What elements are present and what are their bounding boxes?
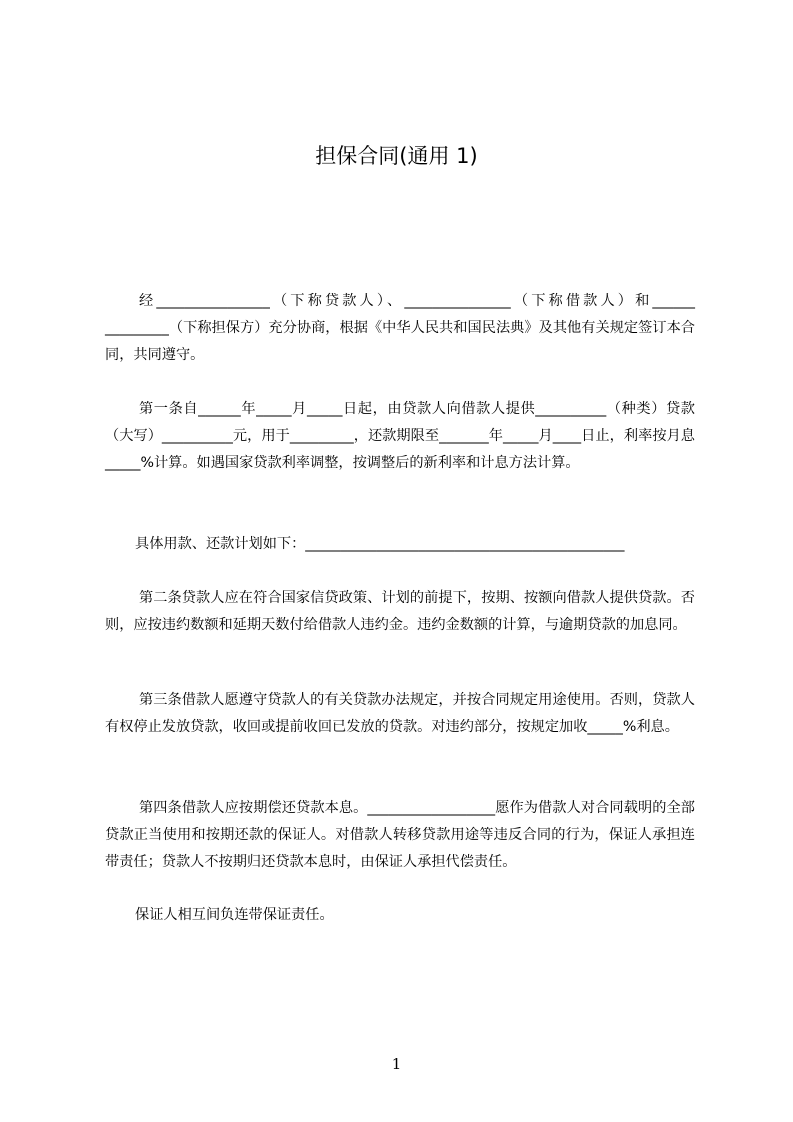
- repayment-plan-paragraph: 具体用款、还款计划如下：_____________________________________________: [135, 536, 625, 552]
- article-1-paragraph: 第一条自______年_____月_____日起，由贷款人向借款人提供__________（种类）贷款（大写）__________元，用于_________，还款期限至_______年_____月____日止，利率按月息_____%计算。如遇国家贷款利率调整，按调整后的新利率和计息方法计算。: [105, 401, 695, 471]
- article-3-paragraph: 第三条借款人愿遵守贷款人的有关贷款办法规定，并按合同规定用途使用。否则，贷款人有权停止发放贷款，收回或提前收回已发放的贷款。对违约部分，按规定加收_____%利息。: [105, 692, 695, 735]
- guarantor-liability-paragraph: 保证人相互间负连带保证责任。: [135, 907, 334, 923]
- intro-paragraph: 经________________（下称贷款人）、_______________（下称借款人）和______ _________（下称担保方）充分协商，根据《中华人民共和国民法典》及其他有关规定签订本合同，共同遵守。: [105, 293, 695, 363]
- article-4-paragraph: 第四条借款人应按期偿还贷款本息。__________________愿作为借款人对合同载明的全部贷款正当使用和按期还款的保证人。对借款人转移贷款用途等违反合同的行为，保证人承担连带责任；贷款人不按期归还贷款本息时，由保证人承担代偿责任。: [105, 800, 695, 870]
- page-number: 1: [391, 1055, 402, 1073]
- article-2-paragraph: 第二条贷款人应在符合国家信贷政策、计划的前提下，按期、按额向借款人提供贷款。否则，应按违约数额和延期天数付给借款人违约金。违约金数额的计算，与逾期贷款的加息同。: [105, 590, 695, 633]
- document-title: 担保合同(通用 1): [315, 144, 478, 168]
